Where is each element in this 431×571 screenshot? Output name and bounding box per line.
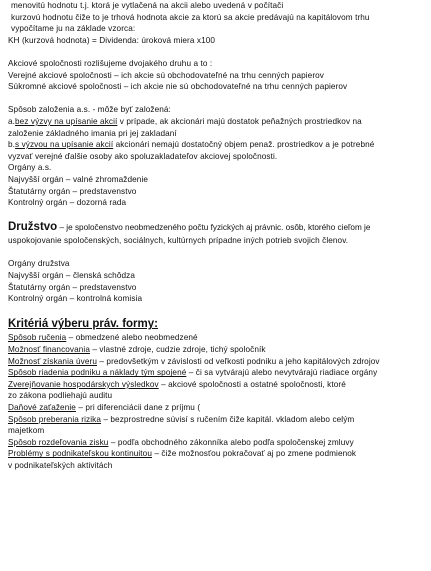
underlined-term: s výzvou na upísanie akcií [15,140,114,150]
underlined-term: Spôsob preberania rizika [8,414,101,424]
criteria-item [8,414,431,426]
text-line: Orgány družstva [8,259,70,269]
underlined-term: Spôsob ručenia [8,333,67,343]
text-span: – čiže možnosťou pokračovať aj po zmene podmienok [152,449,357,459]
criteria-heading: Kritériá výberu práv. formy: [8,318,158,331]
formula-line: KH (kurzová hodnota) = Dividenda: úroková miera x100 [8,35,216,45]
spacer [8,46,431,58]
underlined-term: Daňové zaťaženie [8,403,76,412]
text-line: v podnikateľských aktivitách [8,460,113,470]
list-marker: b. [8,140,16,150]
text-span: – pri diferenciácii dane z príjmu ( [75,403,201,412]
text-line: zo zákona podliehajú auditu [8,391,113,401]
text-span: – bezprostredne súvisí s ručením čiže kapitál. vkladom alebo celým [100,414,355,424]
druzstvo-definition [8,220,431,235]
text-span: v prípade, ak akcionári majú dostatok peňažných prostriedkov na [117,116,362,126]
text-line: Štatutárny orgán – predstavenstvo [8,282,137,292]
text-line: Najvyšší orgán – členská schôdza [8,271,135,281]
text-line [8,116,431,128]
underlined-term: Spôsob riadenia podniku a náklady tým spojené [8,368,187,378]
text-line: Najvyšší orgán – valné zhromaždenie [8,174,149,184]
druzstvo-heading: Družstvo [8,221,58,234]
text-line: Spôsob založenia a.s. - môže byť založená: [8,105,171,115]
underlined-term: Zverejňovanie hospodárskych výsledkov [8,379,159,389]
criteria-item [8,402,431,414]
text-line [8,139,431,151]
spacer [8,305,431,317]
text-line: Verejné akciové spoločnosti – ich akcie sú obchodovateľné na trhu cenných papierov [8,70,324,80]
text-line: Štatutárny orgán – predstavenstvo [8,186,137,196]
text-line: vypočítame ju na základe vzorca: [11,24,136,34]
text-span: – podľa obchodného zákonníka alebo podľa spoločenskej zmluvy [108,437,354,447]
text-line: vyzvať verejné ďalšie osoby ako spoluzakladateľov akciovej spoločnosti. [8,151,278,161]
text-line: Súkromné akciové spoločnosti – ich akcie nie sú obchodovateľné na trhu cenných papierov [8,82,348,92]
text-line: menovitú hodnotu t.j. ktorá je vytlačená na akcii alebo uvedená v počítači [11,1,284,10]
criteria-item [8,344,431,356]
underlined-term: bez výzvy na upísanie akcií [15,116,118,126]
underlined-term: Možnosť získania úveru [8,356,98,366]
underlined-term: Problémy s podnikateľskou kontinuitou [8,449,152,459]
text-span: – akciové spoločnosti a ostatné spoločnosti, ktoré [158,379,346,389]
spacer [8,93,431,105]
underlined-term: Možnosť financovania [8,345,90,355]
criteria-item [8,367,431,379]
criteria-item [8,448,431,460]
text-line: majetkom [8,426,45,436]
text-span: – je spoločenstvo neobmedzeného počtu fyzických aj právnic. osôb, ktorého cieľom je [57,223,371,233]
text-span: – vlastné zdroje, cudzie zdroje, tichý spoločník [90,345,266,355]
underlined-term: Spôsob rozdeľovania zisku [8,437,109,447]
list-marker: a. [8,116,16,126]
spacer [8,209,431,221]
text-line: Orgány a.s. [8,163,52,173]
spacer [8,247,431,259]
criteria-item [8,332,431,344]
criteria-item [8,356,431,368]
text-span: akcionári nemajú dostatočný objem penaž. prostriedkov a je potrebné [113,140,375,150]
text-line: Kontrolný orgán – kontrolná komisia [8,294,143,304]
text-span: – obmedzené alebo neobmedzené [66,333,198,343]
text-span: – predovšetkým v závislosti od veľkosti podniku a jeho kapitálových zdrojov [97,356,380,366]
text-line: kurzovú hodnotu čiže to je trhová hodnota akcie za ktorú sa akcie predávajú na kapitálovom trhu [11,12,370,22]
text-line: Akciové spoločnosti rozlišujeme dvojakého druhu a to : [8,58,213,68]
text-line: uspokojovanie spoločenských, sociálnych, kultúrnych prípadne iných potrieb svojich členov. [8,236,349,246]
criteria-item [8,437,431,449]
criteria-item [8,379,431,391]
text-line: založenie základného imania pri jej zakladaní [8,128,177,138]
text-line: Kontrolný orgán – dozorná rada [8,198,127,208]
text-span: – či sa vytvárajú alebo nevytvárajú riadiace orgány [186,368,378,378]
